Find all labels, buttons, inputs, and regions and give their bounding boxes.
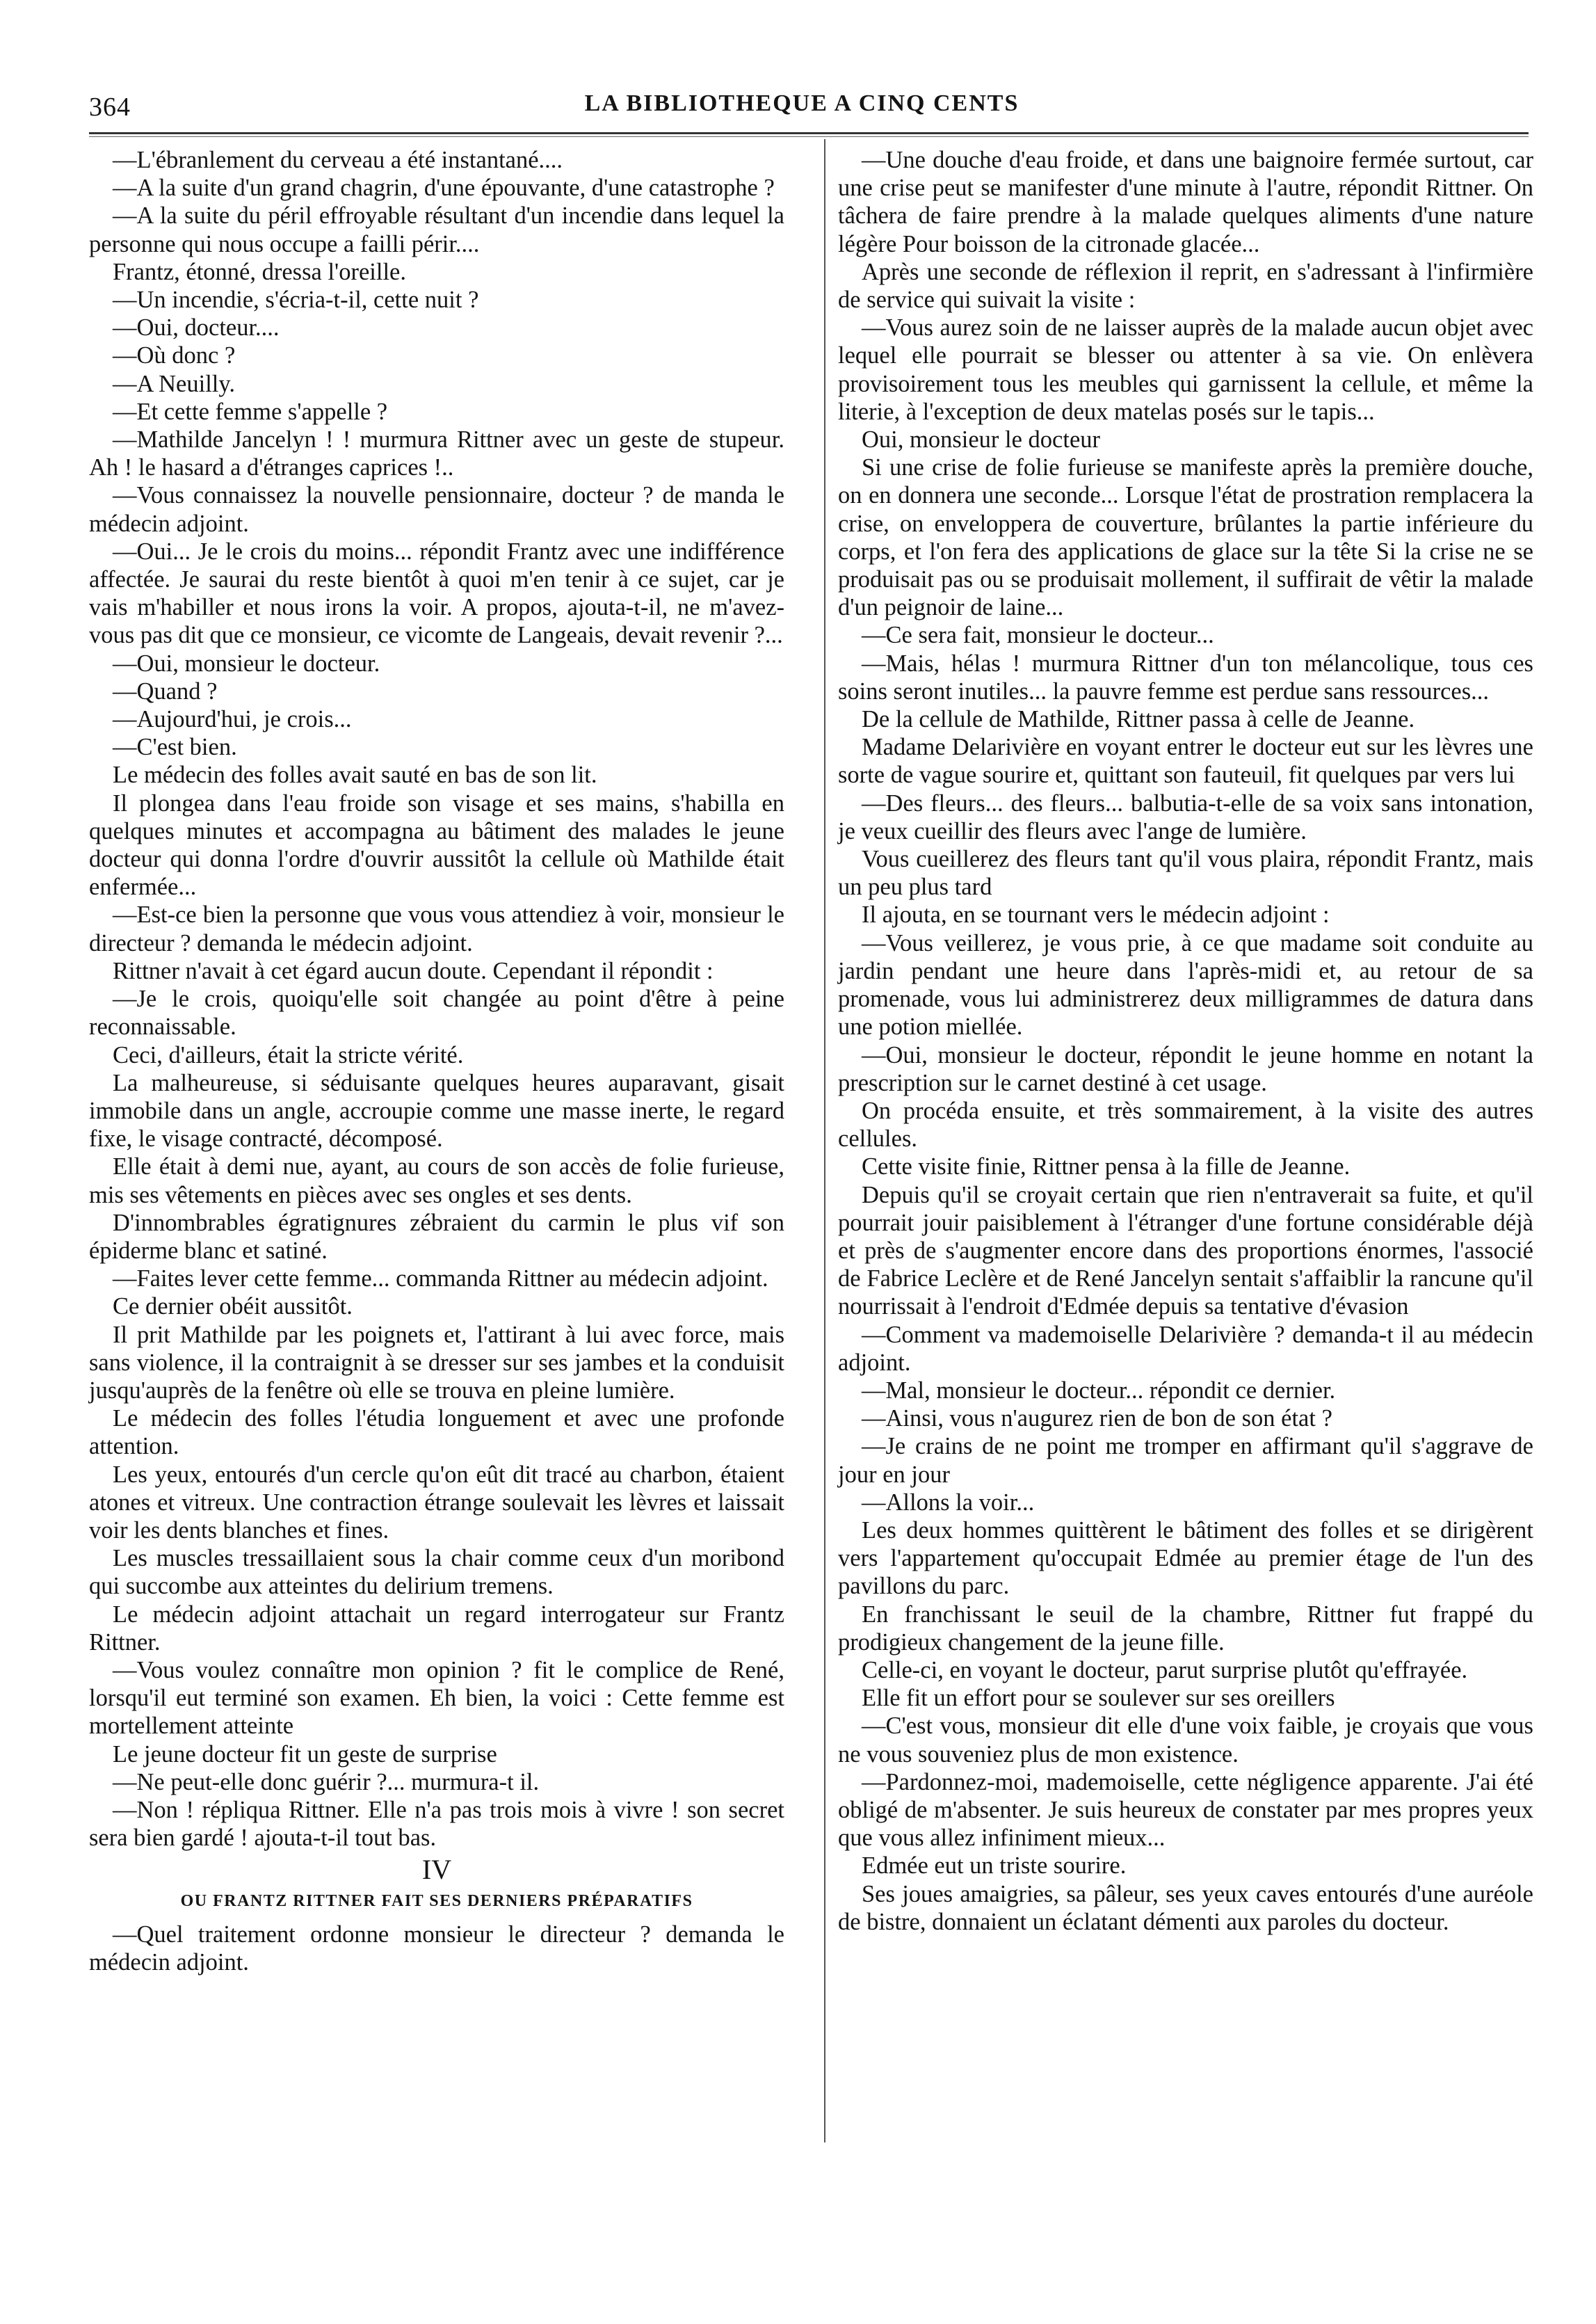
paragraph: —Quel traitement ordonne monsieur le directeur ? demanda le médecin adjoint. bbox=[89, 1921, 784, 1976]
chapter-title: OU FRANTZ RITTNER FAIT SES DERNIERS PRÉPARATIFS bbox=[180, 1891, 693, 1910]
paragraph: —L'ébranlement du cerveau a été instantané.... bbox=[113, 147, 563, 173]
left-column bbox=[89, 146, 784, 1976]
paragraph: —C'est vous, monsieur dit elle d'une voix faible, je croyais que vous ne vous souveniez plus de mon existence. bbox=[838, 1713, 1533, 1768]
paragraph: —Je le crois, quoiqu'elle soit changée au point d'être à peine reconnaissable. bbox=[89, 986, 784, 1041]
paragraph: Depuis qu'il se croyait certain que rien n'entraverait sa fuite, et qu'il pourrait jouir paisiblement à l'étranger d'une fortune considérable déjà et près de s'augmenter encore dans des proportions énormes, l'associé de Fabrice Leclère et de René Jancelyn sentait s'affaiblir la rancune qu'il nourrissait à l'endroit d'Edmée depuis sa tentative d'évasion bbox=[838, 1181, 1533, 1320]
paragraph: Ses joues amaigries, sa pâleur, ses yeux caves entourés d'une auréole de bistre, donnaient un éclatant démenti aux paroles du docteur. bbox=[838, 1880, 1533, 1935]
paragraph: —Ce sera fait, monsieur le docteur... bbox=[862, 622, 1214, 649]
running-title: LA BIBLIOTHEQUE A CINQ CENTS bbox=[584, 90, 1019, 116]
paragraph: Cette visite finie, Rittner pensa à la fille de Jeanne. bbox=[862, 1153, 1351, 1180]
paragraph: —A la suite du péril effroyable résultant d'un incendie dans lequel la personne qui nous occupe a failli périr.... bbox=[89, 202, 784, 257]
paragraph: Celle-ci, en voyant le docteur, parut surprise plutôt qu'effrayée. bbox=[862, 1656, 1468, 1683]
paragraph: Vous cueillerez des fleurs tant qu'il vous plaira, répondit Frantz, mais un peu plus tard bbox=[838, 846, 1533, 901]
paragraph: La malheureuse, si séduisante quelques heures auparavant, gisait immobile dans un angle, accroupie comme une masse inerte, le regard fixe, le visage contracté, décomposé. bbox=[89, 1069, 784, 1153]
paragraph: Les yeux, entourés d'un cercle qu'on eût dit tracé au charbon, étaient atones et vitreux. Une contraction étrange soulevait les lèvres et laissait voir les dents blanches et fines. bbox=[89, 1461, 784, 1544]
paragraph: —Est-ce bien la personne que vous vous attendiez à voir, monsieur le directeur ? demanda le médecin adjoint. bbox=[89, 901, 784, 956]
right-column bbox=[838, 146, 1533, 1936]
paragraph: —Allons la voir... bbox=[862, 1489, 1035, 1516]
paragraph: —Oui, docteur.... bbox=[113, 314, 280, 342]
paragraph: —Un incendie, s'écria-t-il, cette nuit ? bbox=[113, 287, 479, 314]
paragraph: —Pardonnez-moi, mademoiselle, cette négligence apparente. J'ai été obligé de m'absenter. Je suis heureux de constater par mes propres yeux que vous allez infiniment mieux... bbox=[838, 1768, 1533, 1852]
paragraph: On procéda ensuite, et très sommairement, à la visite des autres cellules. bbox=[838, 1097, 1533, 1153]
paragraph: —Une douche d'eau froide, et dans une baignoire fermée surtout, car une crise peut se manifester d'une minute à l'autre, répondit Rittner. On tâchera de faire prendre à la malade quelques aliments d'une nature légère Pour boisson de la citronade glacée... bbox=[838, 147, 1533, 257]
paragraph: —Non ! répliqua Rittner. Elle n'a pas trois mois à vivre ! son secret sera bien gardé ! ajouta-t-il tout bas. bbox=[89, 1796, 784, 1852]
paragraph: —C'est bien. bbox=[113, 734, 237, 761]
paragraph: Le médecin adjoint attachait un regard interrogateur sur Frantz Rittner. bbox=[89, 1601, 784, 1656]
left-paragraphs-after-chapter bbox=[89, 1921, 784, 1976]
paragraph: Le médecin des folles avait sauté en bas de son lit. bbox=[113, 762, 597, 789]
paragraph: Après une seconde de réflexion il reprit, en s'adressant à l'infirmière de service qui suivait la visite : bbox=[838, 258, 1533, 314]
paragraph: Elle fit un effort pour se soulever sur ses oreillers bbox=[862, 1685, 1335, 1712]
paragraph: De la cellule de Mathilde, Rittner passa à celle de Jeanne. bbox=[862, 706, 1415, 733]
paragraph: Si une crise de folie furieuse se manifeste après la première douche, on en donnera une seconde... Lorsque l'état de prostration remplacera la crise, on enveloppera de couverture, brûlantes la partie inférieure du corps, et l'on fera des applications de glace sur la tête Si la crise ne se produisait pas ou se produisait mollement, il suffirait de vêtir la malade d'un peignoir de laine... bbox=[838, 454, 1533, 621]
paragraph: En franchissant le seuil de la chambre, Rittner fut frappé du prodigieux changement de la jeune fille. bbox=[838, 1601, 1533, 1656]
paragraph: Ce dernier obéit aussitôt. bbox=[113, 1293, 353, 1320]
right-paragraphs bbox=[838, 146, 1533, 1936]
paragraph: —Vous connaissez la nouvelle pensionnaire, docteur ? de manda le médecin adjoint. bbox=[89, 482, 784, 537]
paragraph: Les muscles tressaillaient sous la chair comme ceux d'un moribond qui succombe aux atteintes du delirium tremens. bbox=[89, 1545, 784, 1600]
left-paragraphs bbox=[89, 146, 784, 1852]
paragraph: —Quand ? bbox=[113, 678, 218, 705]
paragraph: —Je crains de ne point me tromper en affirmant qu'il s'aggrave de jour en jour bbox=[838, 1433, 1533, 1488]
paragraph: Ceci, d'ailleurs, était la stricte vérité. bbox=[113, 1041, 464, 1068]
paragraph: —Oui... Je le crois du moins... répondit Frantz avec une indifférence affectée. Je saurai du reste bientôt à quoi m'en tenir à ce sujet, car je vais m'habiller et nous irons la voir. A propos, ajouta-t-il, ne m'avez-vous pas dit que ce monsieur, ce vicomte de Langeais, devait revenir ?... bbox=[89, 538, 784, 649]
paragraph: Le jeune docteur fit un geste de surprise bbox=[113, 1740, 497, 1768]
paragraph: —Oui, monsieur le docteur. bbox=[113, 650, 380, 677]
paragraph: Oui, monsieur le docteur bbox=[862, 426, 1100, 454]
page-header bbox=[89, 89, 1515, 131]
paragraph: Rittner n'avait à cet égard aucun doute. Cependant il répondit : bbox=[113, 957, 714, 984]
paragraph: —Mal, monsieur le docteur... répondit ce dernier. bbox=[862, 1377, 1336, 1404]
paragraph: —A la suite d'un grand chagrin, d'une épouvante, d'une catastrophe ? bbox=[113, 175, 775, 202]
paragraph: Il prit Mathilde par les poignets et, l'attirant à lui avec force, mais sans violence, il la contraignit à se dresser sur ses jambes et la conduisit jusqu'auprès de la fenêtre où elle se trouva en pleine lumière. bbox=[89, 1321, 784, 1404]
paragraph: D'innombrables égratignures zébraient du carmin le plus vif son épiderme blanc et satiné. bbox=[89, 1209, 784, 1264]
paragraph: —Des fleurs... des fleurs... balbutia-t-elle de sa voix sans intonation, je veux cueillir des fleurs avec l'ange de lumière. bbox=[838, 790, 1533, 844]
paragraph: —Vous veillerez, je vous prie, à ce que madame soit conduite au jardin pendant une heure dans l'après-midi et, au retour de sa promenade, vous lui administrerez deux milligrammes de datura dans une potion miellée. bbox=[838, 929, 1533, 1041]
paragraph: Elle était à demi nue, ayant, au cours de son accès de folie furieuse, mis ses vêtements en pièces avec ses ongles et ses dents. bbox=[89, 1153, 784, 1208]
page-number: 364 bbox=[89, 93, 131, 122]
paragraph: Edmée eut un triste sourire. bbox=[862, 1852, 1127, 1880]
paragraph: —Mais, hélas ! murmura Rittner d'un ton mélancolique, tous ces soins seront inutiles... la pauvre femme est perdue sans ressources... bbox=[838, 650, 1533, 705]
paragraph: —Où donc ? bbox=[113, 342, 236, 369]
paragraph: —Aujourd'hui, je crois... bbox=[113, 706, 352, 733]
chapter-number: IV bbox=[421, 1854, 452, 1886]
paragraph: —A Neuilly. bbox=[113, 370, 236, 397]
paragraph: —Comment va mademoiselle Delarivière ? demanda-t il au médecin adjoint. bbox=[838, 1321, 1533, 1376]
paragraph: —Mathilde Jancelyn ! ! murmura Rittner avec un geste de stupeur. Ah ! le hasard a d'étranges caprices !.. bbox=[89, 426, 784, 481]
paragraph: Il plongea dans l'eau froide son visage et ses mains, s'habilla en quelques minutes et accompagna au bâtiment des malades le jeune docteur qui donna l'ordre d'ouvrir aussitôt la cellule où Mathilde était enfermée... bbox=[89, 790, 784, 901]
paragraph: —Oui, monsieur le docteur, répondit le jeune homme en notant la prescription sur le carnet destiné à cet usage. bbox=[838, 1041, 1533, 1096]
paragraph: —Ainsi, vous n'augurez rien de bon de son état ? bbox=[862, 1405, 1332, 1432]
paragraph: Le médecin des folles l'étudia longuement et avec une profonde attention. bbox=[89, 1405, 784, 1460]
paragraph: —Ne peut-elle donc guérir ?... murmura-t il. bbox=[113, 1768, 540, 1795]
paragraph: —Et cette femme s'appelle ? bbox=[113, 398, 388, 425]
paragraph: Il ajouta, en se tournant vers le médecin adjoint : bbox=[862, 901, 1330, 929]
paragraph: —Vous voulez connaître mon opinion ? fit le complice de René, lorsqu'il eut terminé son examen. Eh bien, la voici : Cette femme est mortellement atteinte bbox=[89, 1656, 784, 1740]
paragraph: Madame Delarivière en voyant entrer le docteur eut sur les lèvres une sorte de vague sourire et, quittant son fauteuil, fit quelques par vers lui bbox=[838, 734, 1533, 789]
paragraph: —Vous aurez soin de ne laisser auprès de la malade aucun objet avec lequel elle pourrait se blesser ou attenter à sa vie. On enlèvera provisoirement tous les meubles qui garnissent la cellule, et même la literie, à l'exception de deux matelas posés sur le tapis... bbox=[838, 314, 1533, 425]
paragraph: Frantz, étonné, dressa l'oreille. bbox=[113, 258, 406, 285]
column-divider bbox=[824, 139, 825, 2142]
paragraph: Les deux hommes quittèrent le bâtiment des folles et se dirigèrent vers l'appartement qu'occupait Edmée au premier étage de l'un des pavillons du parc. bbox=[838, 1516, 1533, 1600]
header-rule bbox=[89, 132, 1529, 137]
paragraph: —Faites lever cette femme... commanda Rittner au médecin adjoint. bbox=[113, 1265, 768, 1292]
